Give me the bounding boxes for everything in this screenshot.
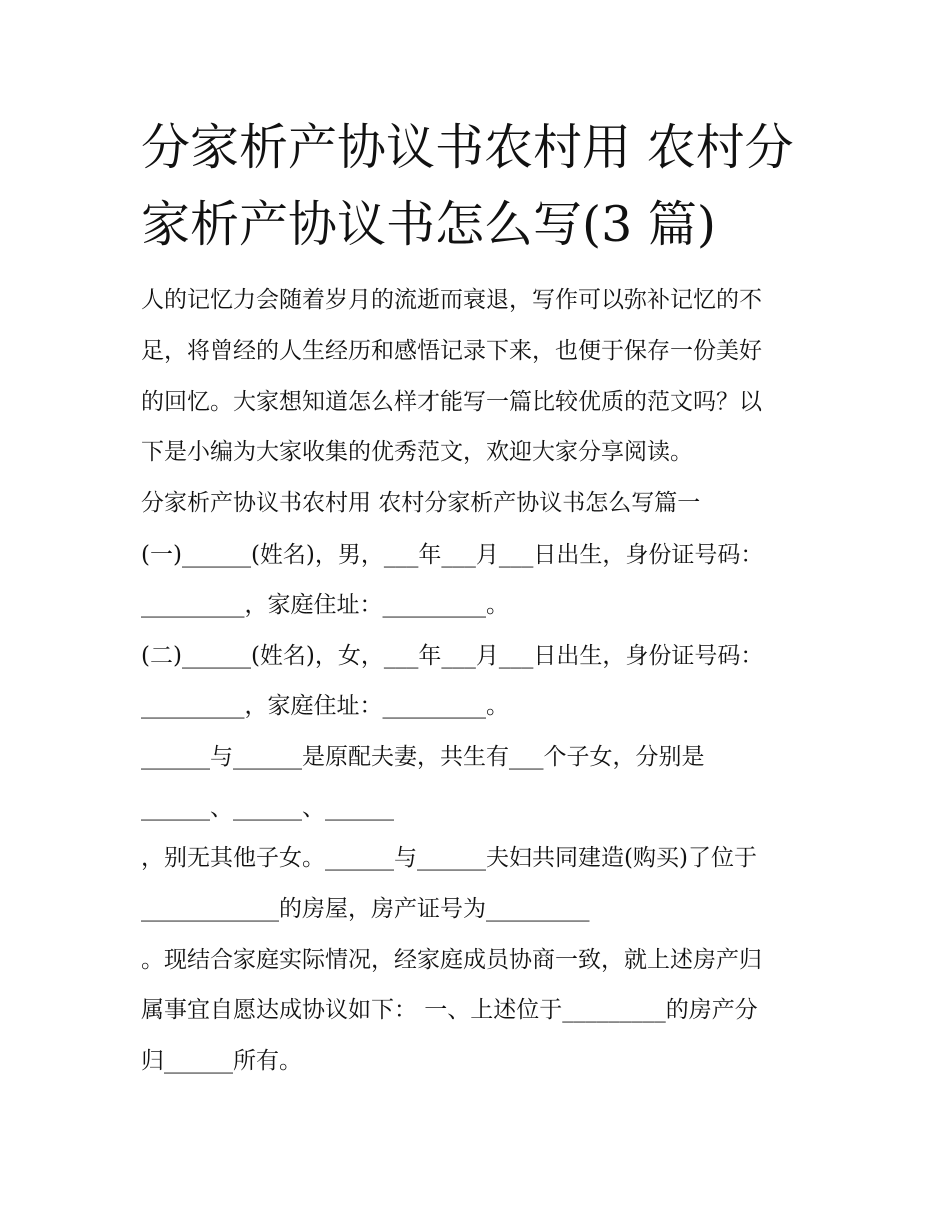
body-line: ______与______是原配夫妻，共生有___个子女，分别是	[141, 744, 705, 770]
document-title-line-1: 分家析产协议书农村用 农村分	[141, 119, 794, 176]
body-line: (一)______(姓名)，男，___年___月___日出生，身份证号码：	[141, 542, 764, 568]
body-line: ______、______、______	[141, 795, 394, 821]
body-line: ____________的房屋，房产证号为_________	[141, 896, 590, 922]
section-heading: 分家析产协议书农村用 农村分家析产协议书怎么写篇一	[141, 490, 701, 516]
intro-paragraph-line: 人的记忆力会随着岁月的流逝而衰退，写作可以弥补记忆的不	[141, 287, 762, 313]
intro-paragraph-line: 下是小编为大家收集的优秀范文，欢迎大家分享阅读。	[141, 439, 693, 465]
body-line: 归______所有。	[141, 1048, 302, 1074]
document-title-line-2: 家析产协议书怎么写(3 篇)	[141, 196, 716, 253]
body-line: _________，家庭住址：_________。	[141, 592, 509, 618]
body-line: ，别无其他子女。______与______夫妇共同建造(购买)了位于	[141, 845, 757, 871]
intro-paragraph-line: 足，将曾经的人生经历和感悟记录下来，也便于保存一份美好	[141, 338, 762, 364]
body-line: _________，家庭住址：_________。	[141, 693, 509, 719]
intro-paragraph-line: 的回忆。大家想知道怎么样才能写一篇比较优质的范文吗？以	[141, 389, 762, 415]
body-line: (二)______(姓名)，女，___年___月___日出生，身份证号码：	[141, 643, 764, 669]
body-line: 。现结合家庭实际情况，经家庭成员协商一致，就上述房产归	[141, 947, 762, 973]
body-line: 属事宜自愿达成协议如下： 一、上述位于_________的房产分	[141, 997, 758, 1023]
